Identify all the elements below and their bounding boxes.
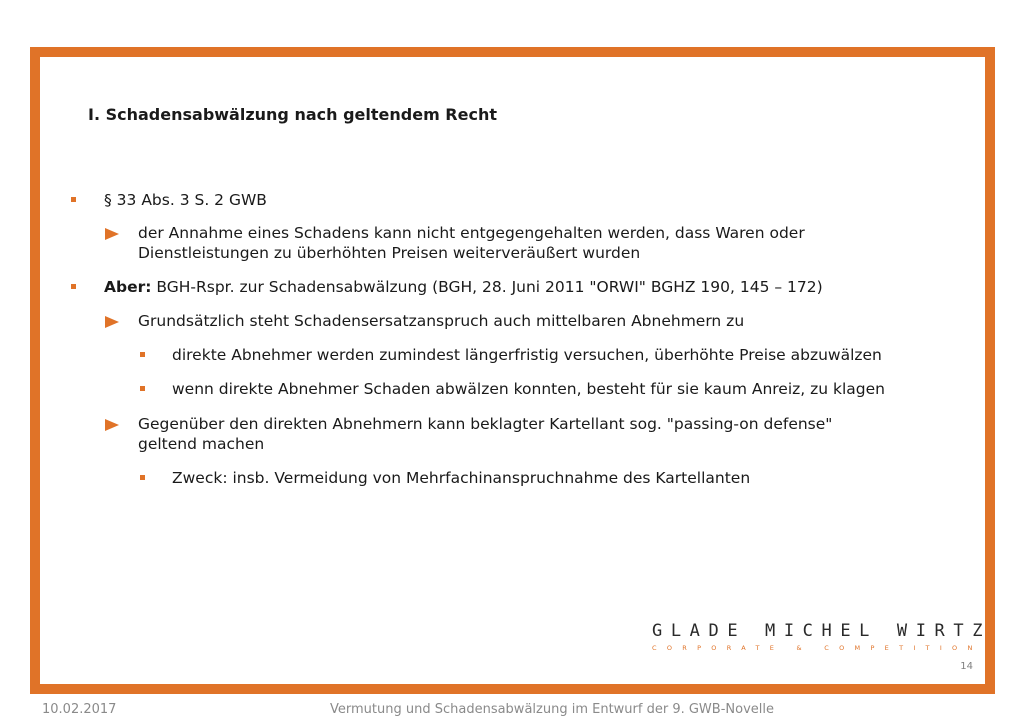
sub-sub-bullet-text: direkte Abnehmer werden zumindest längerfristig versuchen, überhöhte Preise abzuwälzen bbox=[172, 346, 882, 364]
logo-name: GLADE MICHEL WIRTZ bbox=[652, 621, 992, 641]
slide-title: I. Schadensabwälzung nach geltendem Recht bbox=[88, 105, 497, 124]
square-bullet-icon bbox=[140, 352, 145, 357]
arrow-bullet-icon bbox=[105, 228, 119, 240]
square-bullet-icon bbox=[140, 475, 145, 480]
sub-sub-bullet-text: wenn direkte Abnehmer Schaden abwälzen konnten, besteht für sie kaum Anreiz, zu klagen bbox=[172, 380, 885, 398]
sub-bullet-text-line2: Dienstleistungen zu überhöhten Preisen weiterveräußert wurden bbox=[138, 244, 641, 262]
bullet-text: § 33 Abs. 3 S. 2 GWB bbox=[104, 191, 267, 209]
bullet-text bbox=[104, 277, 823, 297]
sub-sub-bullet-text: Zweck: insb. Vermeidung von Mehrfachinanspruchnahme des Kartellanten bbox=[172, 469, 751, 487]
arrow-bullet-icon bbox=[105, 419, 119, 431]
sub-bullet-text-line1: der Annahme eines Schadens kann nicht entgegengehalten werden, dass Waren oder bbox=[138, 224, 805, 242]
sub-bullet-text-line1: Gegenüber den direkten Abnehmern kann beklagter Kartellant sog. "passing-on defense" bbox=[138, 415, 833, 433]
square-bullet-icon bbox=[140, 386, 145, 391]
bullet-bold-label: Aber: bbox=[104, 278, 152, 296]
company-logo bbox=[652, 621, 992, 652]
footer-date: 10.02.2017 bbox=[42, 702, 117, 717]
slide-frame bbox=[30, 47, 995, 694]
bullet-rest-text: BGH-Rspr. zur Schadensabwälzung (BGH, 28. Juni 2011 "ORWI" BGHZ 190, 145 – 172) bbox=[151, 278, 823, 296]
square-bullet-icon bbox=[71, 284, 76, 289]
page-number: 14 bbox=[960, 661, 973, 672]
logo-tagline: CORPORATE & COMPETITION bbox=[652, 644, 983, 652]
sub-bullet-text-line2: geltend machen bbox=[138, 435, 265, 453]
footer-title: Vermutung und Schadensabwälzung im Entwurf der 9. GWB-Novelle bbox=[330, 702, 774, 717]
square-bullet-icon bbox=[71, 197, 76, 202]
sub-bullet-text: Grundsätzlich steht Schadensersatzanspruch auch mittelbaren Abnehmern zu bbox=[138, 312, 745, 330]
arrow-bullet-icon bbox=[105, 316, 119, 328]
